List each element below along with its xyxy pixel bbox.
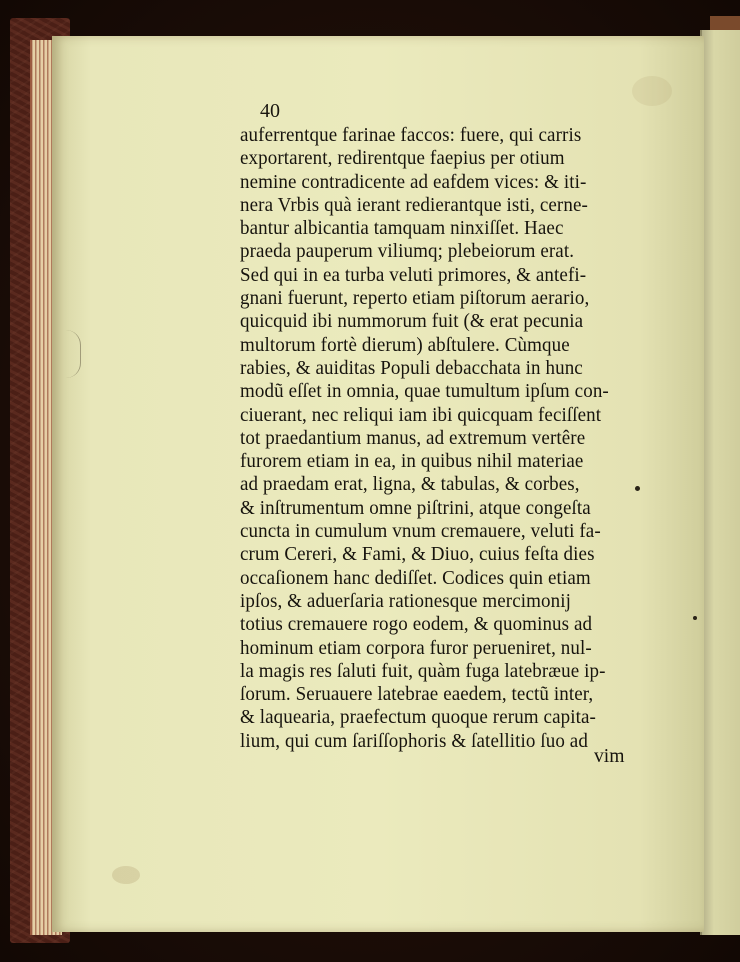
margin-dot [693,616,697,620]
text-line: lium, qui cum ſariſſophoris & ſatellitio ſuo ad [240,730,588,752]
text-line: ſorum. Seruauere latebrae eaedem, tectũ inter, [240,684,594,706]
text-line: furorem etiam in ea, in quibus nihil materiae [240,451,584,473]
catchword: vim [594,746,625,767]
text-line: & inſtrumentum omne piſtrini, atque congeſta [240,497,591,519]
text-line: quicquid ibi nummorum fuit (& erat pecunia [240,311,584,333]
text-line: hominum etiam corpora furor perueniret, nul- [240,637,592,659]
text-line: praeda pauperum viliumq; plebeiorum erat. [240,241,575,263]
book-page [52,36,704,932]
text-line: crum Cereri, & Fami, & Diuo, cuius feſta dies [240,544,595,566]
text-line: cuncta in cumulum vnum cremauere, veluti fa- [240,521,601,543]
text-line: auferrentque farinae faccos: fuere, qui carris [240,125,582,146]
text-line: modũ eſſet in omnia, quae tumultum ipſum con- [240,381,609,403]
text-line: la magis res ſaluti fuit, quàm fuga latebræue ip- [240,660,606,682]
text-line: nemine contradicente ad eafdem vices: & iti- [240,171,587,193]
text-line: exportarent, redirentque faepius per otium [240,148,565,170]
text-line: nera Vrbis quà ierant redierantque isti, cerne- [240,194,588,216]
text-line: rabies, & auiditas Populi debacchata in hunc [240,357,583,379]
paper-stain [632,76,672,106]
text-line: & laquearia, praefectum quoque rerum capita- [240,707,596,729]
text-line: totius cremauere rogo eodem, & quominus ad [240,614,593,636]
text-line: bantur albicantia tamquam ninxiſſet. Haec [240,218,564,240]
text-line: multorum fortè dierum) abſtulere. Cùmque [240,334,570,356]
page-number: 40 [260,100,280,122]
text-line: ciuerant, nec reliqui iam ibi quicquam feciſſent [240,404,602,426]
text-line: tot praedantium manus, ad extremum vertêre [240,427,586,449]
text-line: Sed qui in ea turba veluti primores, & antefi- [240,264,587,286]
text-line: ad praedam erat, ligna, & tabulas, & corbes, [240,474,580,496]
text-line: gnani fuerunt, reperto etiam piſtorum aerario, [240,288,590,310]
body-text [240,124,650,753]
text-line: ipſos, & aduerſaria rationesque mercimonij [240,590,572,612]
pencil-mark [66,330,81,378]
text-line: occaſionem hanc dediſſet. Codices quin etiam [240,567,591,589]
facing-page-edge [700,30,740,935]
paper-stain [112,866,140,884]
